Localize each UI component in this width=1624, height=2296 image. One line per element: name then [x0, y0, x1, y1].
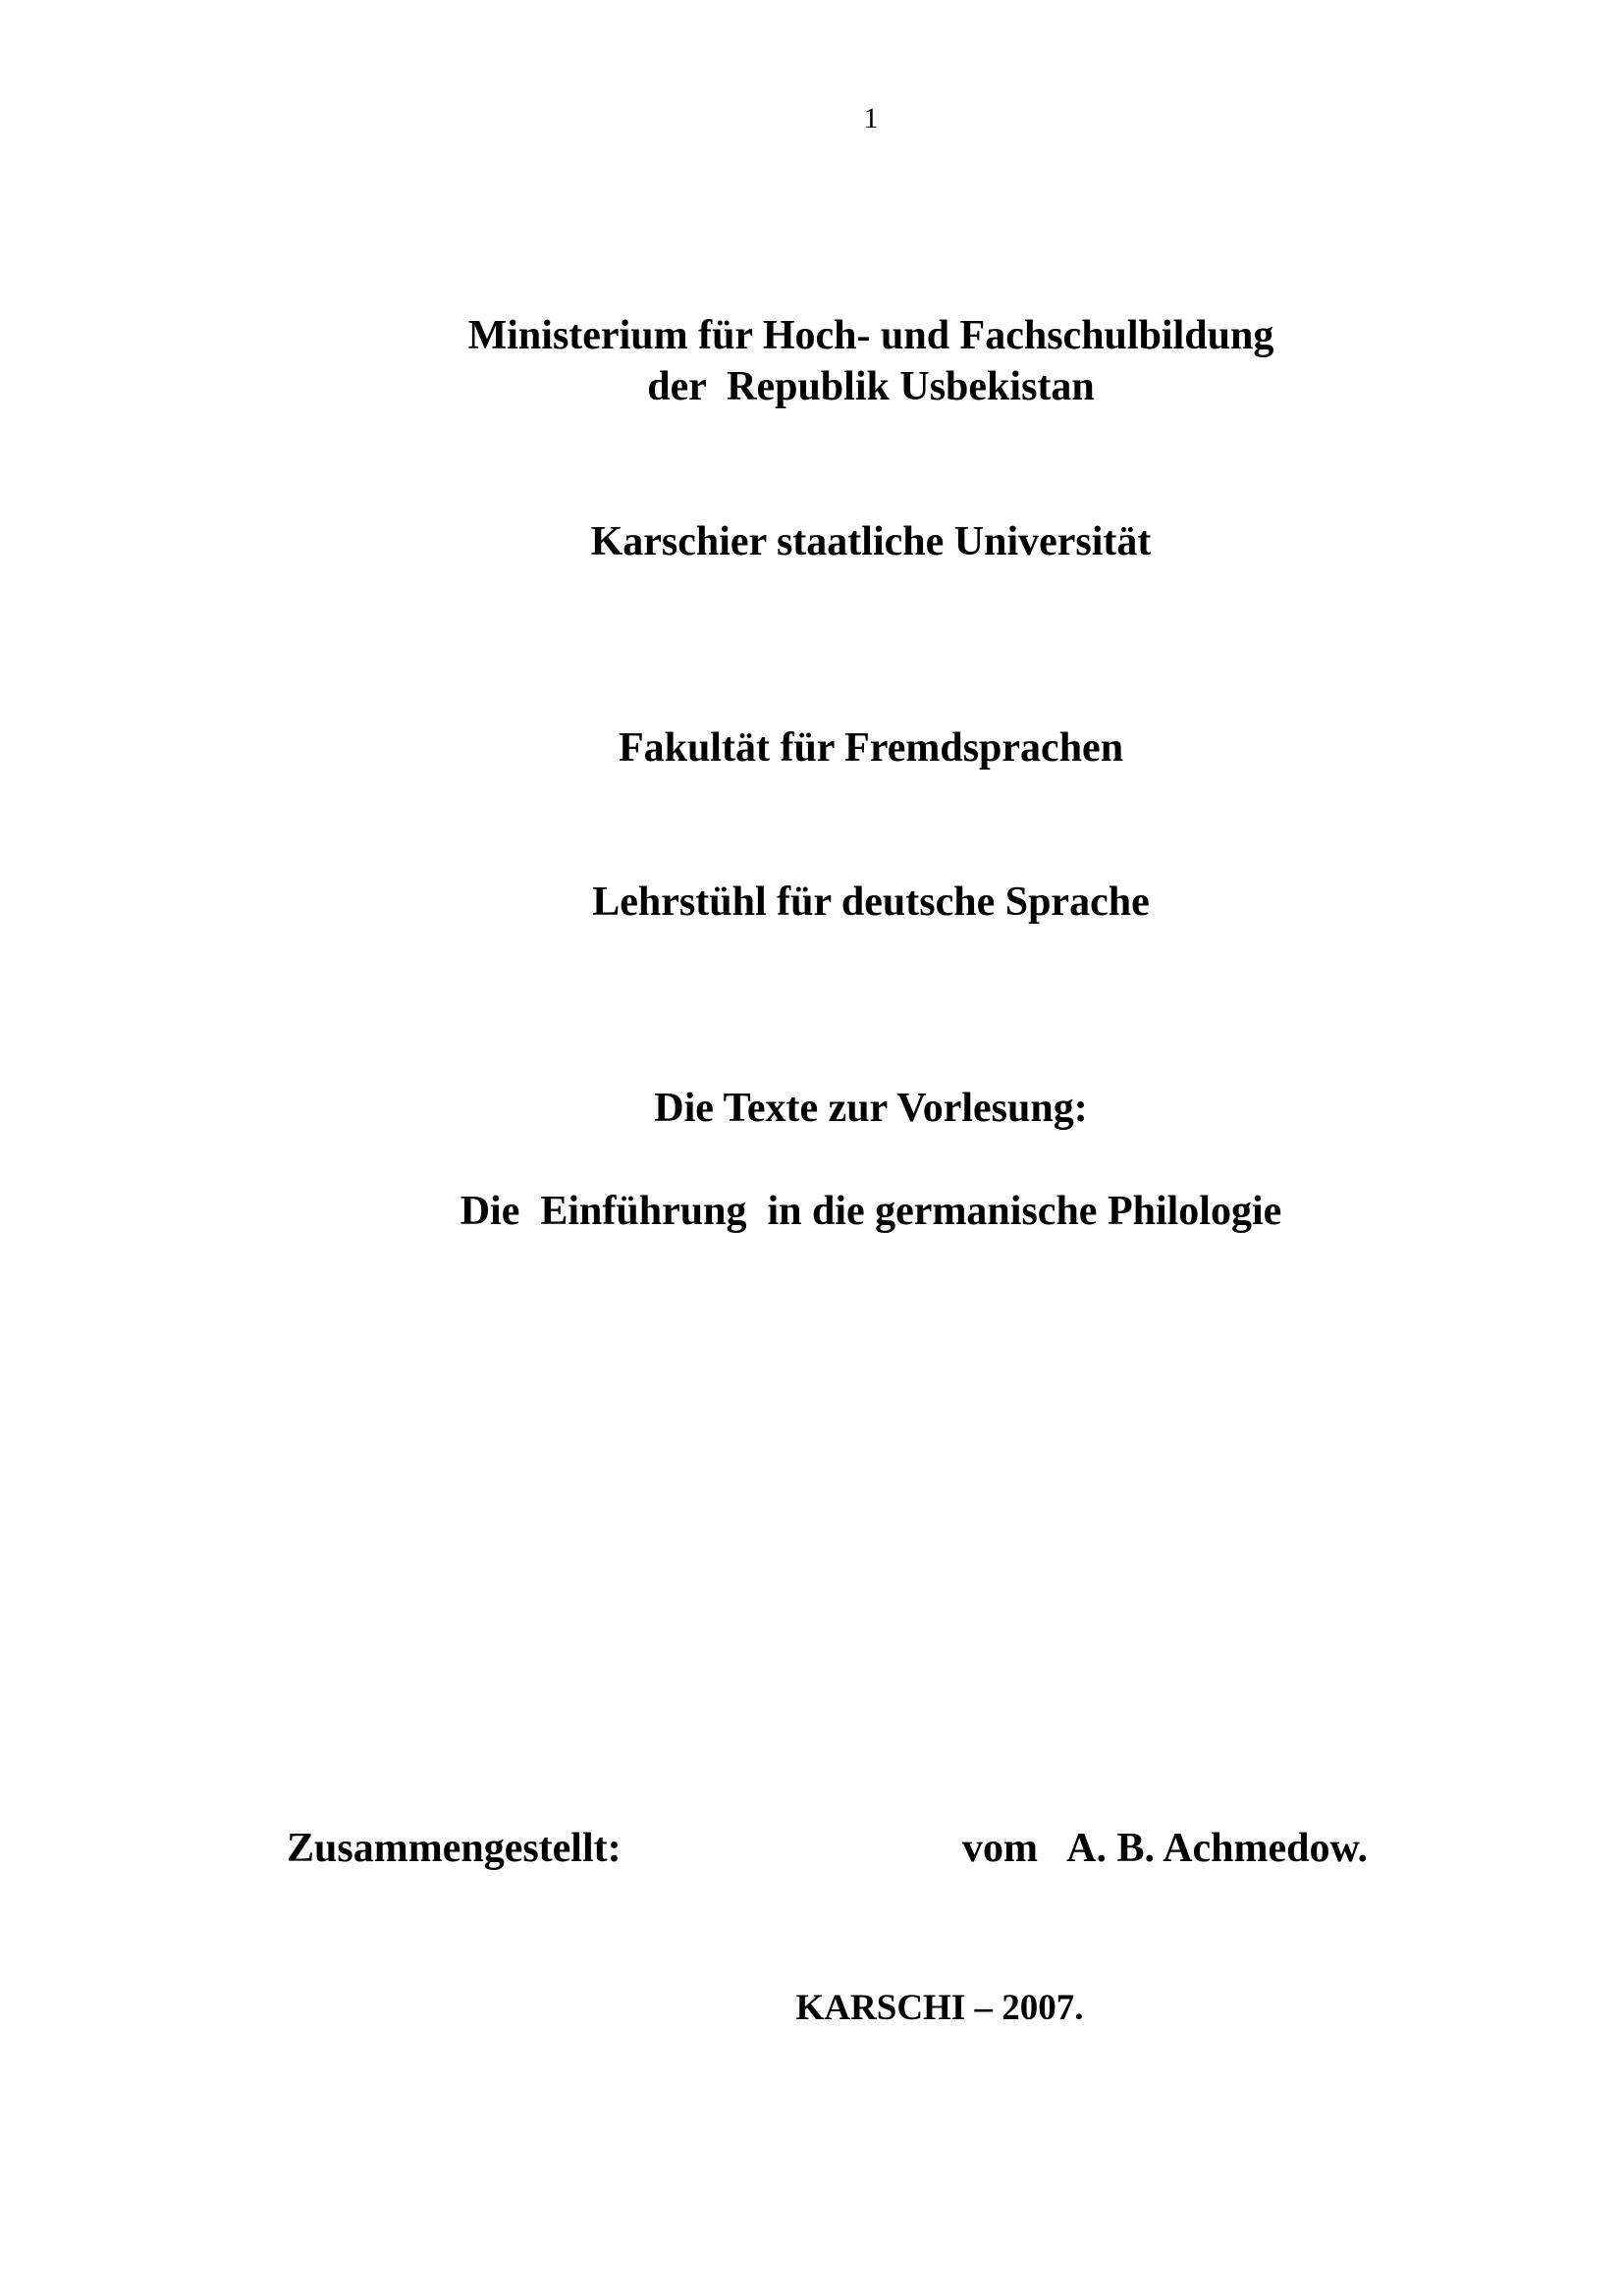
- faculty-name: Fakultät für Fremdsprachen: [618, 725, 1124, 771]
- page-number: 1: [863, 102, 879, 134]
- department-name: Lehrstühl für deutsche Sprache: [592, 880, 1150, 925]
- place-year: KARSCHI – 2007.: [795, 1988, 1084, 2028]
- ministry-name: Ministerium für Hoch- und Fachschulbildung: [467, 313, 1274, 358]
- lecture-label: Die Texte zur Vorlesung:: [654, 1086, 1088, 1131]
- university-name: Karschier staatliche Universität: [590, 519, 1152, 564]
- ministry-country: der Republik Usbekistan: [647, 364, 1095, 409]
- compiled-label: Zusammengestellt:: [287, 1826, 622, 1871]
- document-title: Die Einführung in die germanische Philologie: [460, 1189, 1282, 1234]
- compiled-author: vom A. B. Achmedow.: [962, 1826, 1369, 1871]
